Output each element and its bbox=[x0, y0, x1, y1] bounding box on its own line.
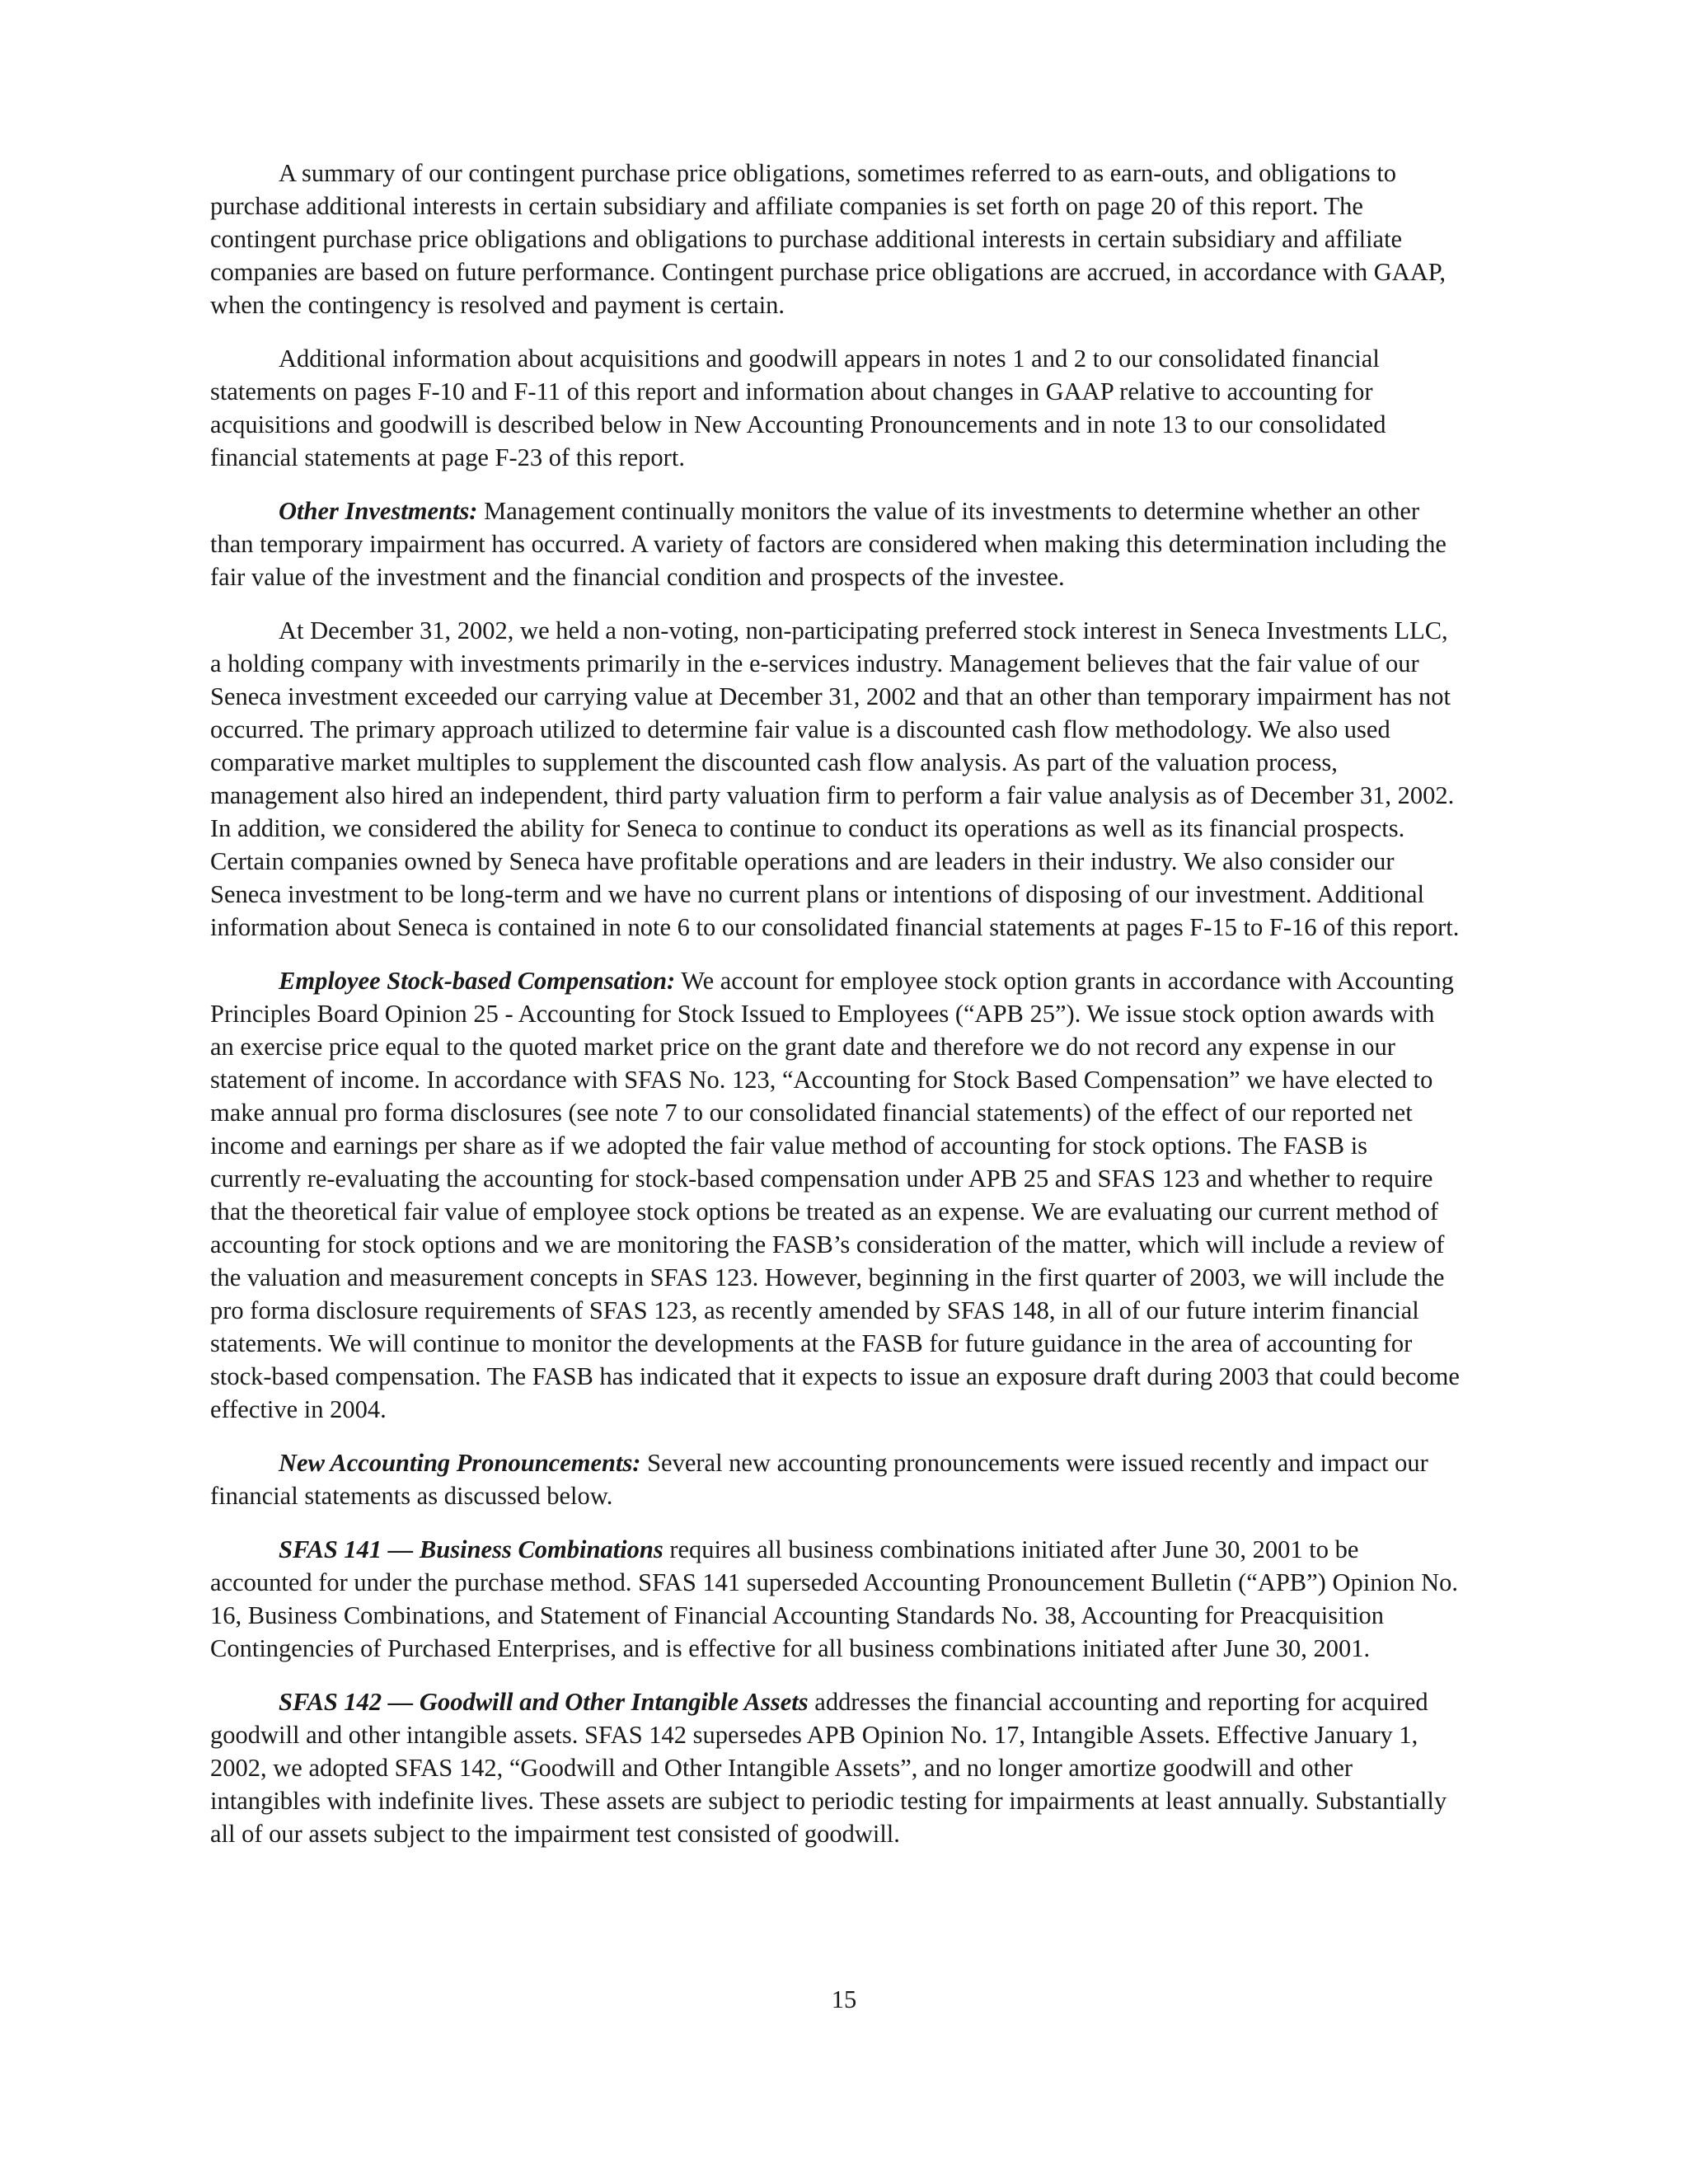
paragraph-text: At December 31, 2002, we held a non-voting, non-participating preferred stock interest in Seneca Investments LLC, a holding company with investments primarily in the e-services industry. Management believes that the fair value of our Seneca investment exceeded our carrying value at December 31, 2002 and that an other than temporary impairment has not occurred. The primary approach utilized to determine fair value is a discounted cash flow methodology. We also used comparative market multiples to supplement the discounted cash flow analysis. As part of the valuation process, management also hired an independent, third party valuation firm to perform a fair value analysis as of December 31, 2002. In addition, we considered the ability for Seneca to continue to conduct its operations as well as its financial prospects. Certain companies owned by Seneca have profitable operations and are leaders in their industry. We also consider our Seneca investment to be long-term and we have no current plans or intentions of disposing of our investment. Additional information about Seneca is contained in note 6 to our consolidated financial statements at pages F-15 to F-16 of this report. bbox=[210, 616, 1460, 941]
paragraph-text: Additional information about acquisitions and goodwill appears in notes 1 and 2 to our consolidated financial statements on pages F-10 and F-11 of this report and information about changes in GAAP relative to accounting for acquisitions and goodwill is described below in New Accounting Pronouncements and in note 13 to our consolidated financial statements at page F-23 of this report. bbox=[210, 344, 1386, 471]
paragraph-sfas-142 bbox=[210, 1685, 1463, 1850]
paragraph-lead: Employee Stock-based Compensation: bbox=[279, 967, 676, 995]
paragraph-text: addresses the financial accounting and reporting for acquired goodwill and other intangible assets. SFAS 142 supersedes APB Opinion No. 17, Intangible Assets. Effective January 1, 2002, we adopted SFAS 142, “Goodwill and Other Intangible Assets”, and no longer amortize goodwill and other intangibles with indefinite lives. These assets are subject to periodic testing for impairments at least annually. Substantially all of our assets subject to the impairment test consisted of goodwill. bbox=[210, 1688, 1447, 1848]
paragraph-other-investments bbox=[210, 494, 1463, 593]
paragraph-text: A summary of our contingent purchase price obligations, sometimes referred to as earn-outs, and obligations to purchase additional interests in certain subsidiary and affiliate companies is set forth on page 20 of this report. The contingent purchase price obligations and obligations to purchase additional interests in certain subsidiary and affiliate companies are based on future performance. Contingent purchase price obligations are accrued, in accordance with GAAP, when the contingency is resolved and payment is certain. bbox=[210, 159, 1446, 319]
paragraph-text: We account for employee stock option grants in accordance with Accounting Principles Board Opinion 25 - Accounting for Stock Issued to Employees (“APB 25”). We issue stock option awards with an exercise price equal to the quoted market price on the grant date and therefore we do not record any expense in our statement of income. In accordance with SFAS No. 123, “Accounting for Stock Based Compensation” we have elected to make annual pro forma disclosures (see note 7 to our consolidated financial statements) of the effect of our reported net income and earnings per share as if we adopted the fair value method of accounting for stock options. The FASB is currently re-evaluating the accounting for stock-based compensation under APB 25 and SFAS 123 and whether to require that the theoretical fair value of employee stock options be treated as an expense. We are evaluating our current method of accounting for stock options and we are monitoring the FASB’s consideration of the matter, which will include a review of the valuation and measurement concepts in SFAS 123. However, beginning in the first quarter of 2003, we will include the pro forma disclosure requirements of SFAS 123, as recently amended by SFAS 148, in all of our future interim financial statements. We will continue to monitor the developments at the FASB for future guidance in the area of accounting for stock-based compensation. The FASB has indicated that it expects to issue an exposure draft during 2003 that could become effective in 2004. bbox=[210, 967, 1460, 1423]
document-body bbox=[210, 157, 1463, 1871]
paragraph-acquisitions-goodwill bbox=[210, 342, 1463, 474]
page-number: 15 bbox=[831, 1985, 857, 2013]
paragraph-lead: Other Investments: bbox=[279, 497, 478, 525]
paragraph-lead: SFAS 142 — Goodwill and Other Intangible Assets bbox=[279, 1688, 809, 1716]
paragraph-lead: SFAS 141 — Business Combinations bbox=[279, 1535, 663, 1563]
paragraph-employee-stock-compensation bbox=[210, 964, 1463, 1426]
paragraph-lead: New Accounting Pronouncements: bbox=[279, 1449, 641, 1477]
paragraph-seneca-investment bbox=[210, 614, 1463, 944]
paragraph-sfas-141 bbox=[210, 1533, 1463, 1665]
paragraph-text: Management continually monitors the value of its investments to determine whether an other than temporary impairment has occurred. A variety of factors are considered when making this determination including the fair value of the investment and the financial condition and prospects of the investee. bbox=[210, 497, 1447, 591]
paragraph-text: requires all business combinations initiated after June 30, 2001 to be accounted for under the purchase method. SFAS 141 superseded Accounting Pronouncement Bulletin (“APB”) Opinion No. 16, Business Combinations, and Statement of Financial Accounting Standards No. 38, Accounting for Preacquisition Contingencies of Purchased Enterprises, and is effective for all business combinations initiated after June 30, 2001. bbox=[210, 1535, 1458, 1662]
paragraph-new-accounting-pronouncements bbox=[210, 1446, 1463, 1512]
paragraph-contingent-purchase bbox=[210, 157, 1463, 321]
paragraph-text: Several new accounting pronouncements were issued recently and impact our financial statements as discussed below. bbox=[210, 1449, 1428, 1510]
